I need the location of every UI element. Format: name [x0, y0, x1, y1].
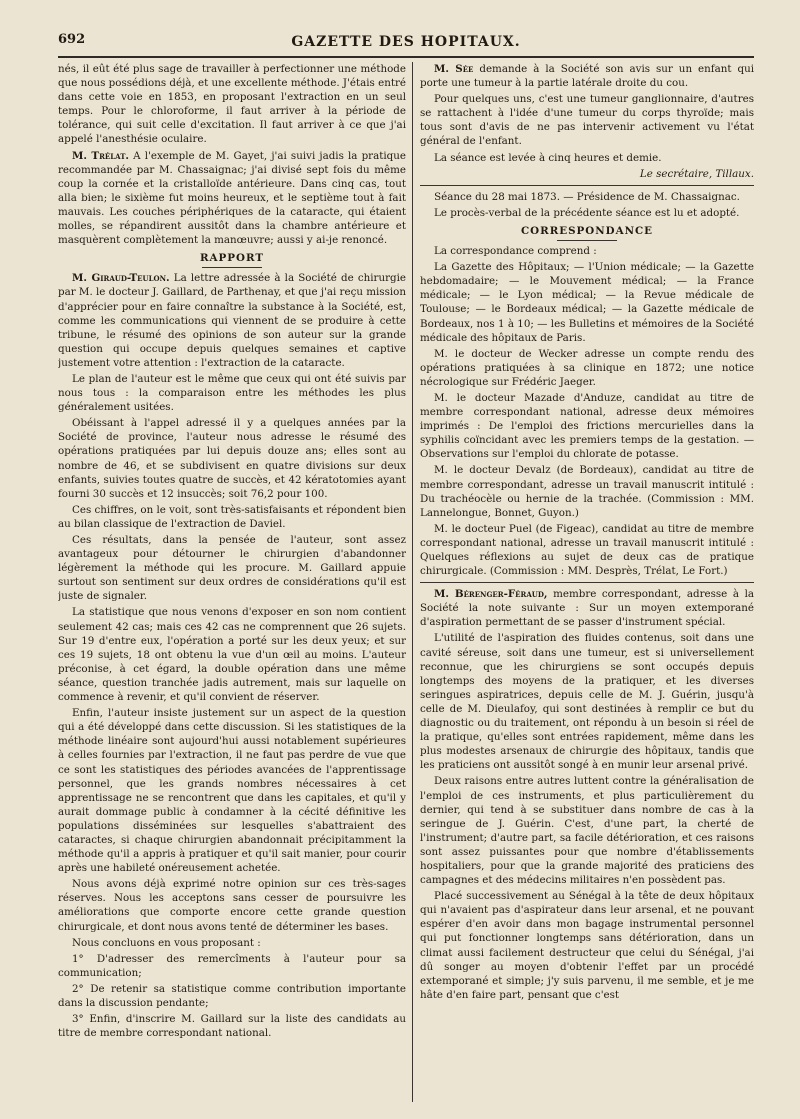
section-rule [202, 267, 262, 268]
paragraph: M. le docteur de Wecker adresse un compte rendu des opérations pratiquées à sa clinique en 1872; une notice nécrologique sur Frédéric Jaeger. [420, 347, 754, 388]
paragraph: Deux raisons entre autres luttent contre la généralisation de l'emploi de ces instruments, et plus particulièrement du dernier, qui tend à se substituer dans nombre de cas à la seringue de J. Guérin. C'est, d'une part, la cherté de l'instrument; d'autre part, sa facile détérioration, et ces raisons sont assez puissantes pour que nombre d'établissements hospitaliers, pour que la grande majorité des praticiens des campagnes et des médecins militaires n'en possèdent pas. [420, 775, 754, 887]
speaker-name: M. Giraud-Teulon. [72, 272, 170, 285]
paragraph-text: La lettre adressée à la Société de chirurgie par M. le docteur J. Gaillard, de Parthenay, et que j'ai reçu mission d'apprécier pour en faire connaître la substance à la Société, est, comme les communications qui viennent de se produire à cette tribune, le résumé des opinions de son auteur sur la grande question qui occupe depuis quelques semaines et captive justement votre attention : l'extraction de la cataracte. [58, 272, 406, 369]
header-rule [58, 56, 754, 58]
page-header [58, 30, 754, 54]
paragraph: Nous avons déjà exprimé notre opinion sur ces très-sages réserves. Nous les acceptons sans cesser de poursuivre les améliorations que comporte encore cette grande question chirurgicale, et dont nous avons tenté de déterminer les bases. [58, 878, 406, 933]
section-rule [420, 582, 754, 583]
secretary-line: Le secrétaire, Tillaux. [639, 167, 754, 180]
speaker-name: M. Trélat. [72, 149, 130, 162]
paragraph [420, 587, 754, 629]
speaker-name: M. Sée [434, 63, 474, 75]
paragraph: Obéissant à l'appel adressé il y a quelques années par la Société de province, l'auteur nous adresse le résumé des opérations pratiquées par lui depuis douze ans; elles sont au nombre de 46, et se subdivisent en quatre divisions sur deux enfants, suivies toutes quatre de succès, et 42 kératotomies ayant fourni 30 succès et 12 insuccès; soit 76,2 pour 100. [58, 417, 406, 500]
paragraph: M. le docteur Devalz (de Bordeaux), candidat au titre de membre correspondant, adresse un travail manuscrit intitulé : Du trachéocèle ou hernie de la trachée. (Commission : MM. Lannelongue, Bonnet, Guyon.) [420, 464, 754, 519]
paragraph: Placé successivement au Sénégal à la tête de deux hôpitaux qui n'avaient pas d'aspirateur dans leur arsenal, et ne pouvant espérer d'en avoir dans mon bagage instrumental personnel qui put fonctionner longtemps sans détérioration, dans un climat aussi facilement destructeur que celui du Sénégal, j'ai dû songer au moyen d'obtenir l'effet par un procédé extemporané et simple; j'y suis parvenu, il me semble, et je me hâte d'en faire part, pensant que c'est [420, 890, 754, 1001]
paragraph-text: A l'exemple de M. Gayet, j'ai suivi jadis la pratique recommandée par M. Chassaignac; j'ai divisé sept fois du même coup la cornée et la cristalloïde antérieure. Dans cinq cas, tout alla bien; le sixième fut moins heureux, et le septième tout à fait mauvais. Les couches périphériques de la cataracte, qui étaient molles, se répandirent aussitôt dans la chambre antérieure et masquèrent complètement la manœuvre; aussi y ai-je renoncé. [58, 149, 406, 247]
secretary-signature [420, 167, 754, 181]
paragraph: Nous concluons en vous proposant : [72, 936, 261, 949]
paragraph [58, 149, 406, 248]
conclusion-item: 2° De retenir sa statistique comme contribution importante dans la discussion pendante; [58, 982, 406, 1009]
paragraph: M. le docteur Puel (de Figeac), candidat au titre de membre correspondant national, adresse un travail manuscrit intitulé : Quelques réflexions au sujet de deux cas de pratique chirurgicale. (Commission : MM. Desprès, Trélat, Le Fort.) [420, 522, 754, 578]
paragraph: M. le docteur Mazade d'Anduze, candidat au titre de membre correspondant national, adresse deux mémoires imprimés : De l'emploi des frictions mercurielles dans la syphilis coïncidant avec les premiers temps de la gestation. — Observations sur l'emploi du chlorate de potasse. [420, 391, 754, 461]
session-heading: Séance du 28 mai 1873. — Présidence de M. Chassaignac. [434, 190, 740, 203]
paragraph: La séance est levée à cinq heures et demie. [434, 151, 662, 164]
column-divider [412, 62, 413, 1102]
paragraph: Ces chiffres, on le voit, sont très-satisfaisants et répondent bien au bilan classique de l'extraction de Daviel. [58, 503, 406, 530]
paragraph: Pour quelques uns, c'est une tumeur ganglionnaire, d'autres se rattachent à l'idée d'une tumeur du corps thyroïde; mais tous sont d'avis de ne pas intervenir activement vu l'état général de l'enfant. [420, 93, 754, 148]
paragraph: La correspondance comprend : [434, 245, 597, 258]
left-column [58, 62, 406, 1102]
paragraph: Enfin, l'auteur insiste justement sur un aspect de la question qui a été développé dans cette discussion. Si les statistiques de la méthode linéaire sont aujourd'hui aussi notablement supérieures à celles fournies par l'extraction, il ne faut pas perdre de vue que ce sont les statistiques des périodes avancées de l'apprentissage personnel, que les grands nombres nécessaires à cet apprentissage ne se rencontrent que dans les capitales, et qu'il y aurait dommage public à condamner à la cécité définitive les populations disséminées sur lesquelles s'abattraient des cataractes, si chaque chirurgien abandonnait précipitamment la méthode qu'il a appris à pratiquer et qu'il sait manier, pour courir après une habileté onéreusement achetée. [58, 707, 406, 875]
section-title-correspondance: CORRESPONDANCE [520, 224, 654, 237]
conclusion-item: 1° D'adresser des remercîments à l'auteur pour sa communication; [58, 952, 406, 979]
section-rule [420, 185, 754, 186]
paragraph: La Gazette des Hôpitaux; — l'Union médicale; — la Gazette hebdomadaire; — le Mouvement médical; — la France médicale; — le Lyon médical; — la Revue médicale de Toulouse; — le Bordeaux médical; — la Gazette médicale de Bordeaux, nos 1 à 10; — les Bulletins et mémoires de la Société médicale des hôpitaux de Paris. [420, 261, 754, 344]
running-title: GAZETTE DES HOPITAUX. [291, 34, 521, 50]
paragraph [420, 62, 754, 90]
paragraph-text: demande à la Société son avis sur un enfant qui porte une tumeur à la partie latérale droite du cou. [420, 63, 754, 90]
section-title-rapport: RAPPORT [199, 252, 265, 265]
right-column [420, 62, 754, 1102]
speaker-name: M. Bérenger-Féraud, [434, 588, 548, 601]
paragraph: nés, il eût été plus sage de travailler à perfectionner une méthode que nous possédions déjà, et une excellente méthode. J'étais entré dans cette voie en 1853, en proposant l'extraction en un seul temps. Pour le chloroforme, il faut arriver à la période de tolérance, qui suit celle d'excitation. Il faut arriver à ce que j'ai appelé l'anesthésie oculaire. [58, 63, 406, 146]
paragraph: Ces résultats, dans la pensée de l'auteur, sont assez avantageux pour détourner le chirurgien d'abandonner légèrement la méthode qui les procure. M. Gaillard appuie surtout son sentiment sur deux ordres de considérations qu'il est juste de signaler. [58, 534, 406, 603]
paragraph: La statistique que nous venons d'exposer en son nom contient seulement 42 cas; mais ces 42 cas ne comprennent que 26 sujets. Sur 19 d'entre eux, l'opération a porté sur les deux yeux; et sur ces 19 sujets, 18 ont obtenu la vue d'un œil au moins. L'auteur préconise, à cet égard, la double opération dans une même séance, question tranchée jadis autrement, mais sur laquelle on commence à revenir, et qu'il convient de réserver. [58, 606, 406, 704]
page-number: 692 [58, 32, 86, 47]
conclusion-item: 3° Enfin, d'inscrire M. Gaillard sur la liste des candidats au titre de membre correspondant national. [58, 1013, 406, 1040]
paragraph [58, 271, 406, 370]
paragraph: Le plan de l'auteur est le même que ceux qui ont été suivis par nous tous : la comparaison entre les méthodes les plus généralement usitées. [58, 372, 406, 414]
paragraph: L'utilité de l'aspiration des fluides contenus, soit dans une cavité séreuse, soit dans une tumeur, est si universellement reconnue, que les chirurgiens se sont occupés depuis longtemps des moyens de la pratiquer, et les diverses seringues aspiratrices, depuis celle de M. J. Guérin, jusqu'à celle de M. Dieulafoy, qui sont destinées à remplir ce but du diagnostic ou du traitement, ont répondu à un besoin si réel de la pratique, qu'elles sont entrées rapidement, même dans les plus modestes arsenaux de chirurgie des hôpitaux, tandis que les praticiens ont aussitôt songé à en munir leur arsenal privé. [420, 632, 754, 772]
paragraph-text: membre correspondant, adresse à la Société la note suivante : Sur un moyen extemporané d'aspiration permettant de se passer d'instrument spécial. [420, 588, 754, 629]
section-rule [557, 240, 617, 241]
paragraph: Le procès-verbal de la précédente séance est lu et adopté. [434, 206, 740, 219]
